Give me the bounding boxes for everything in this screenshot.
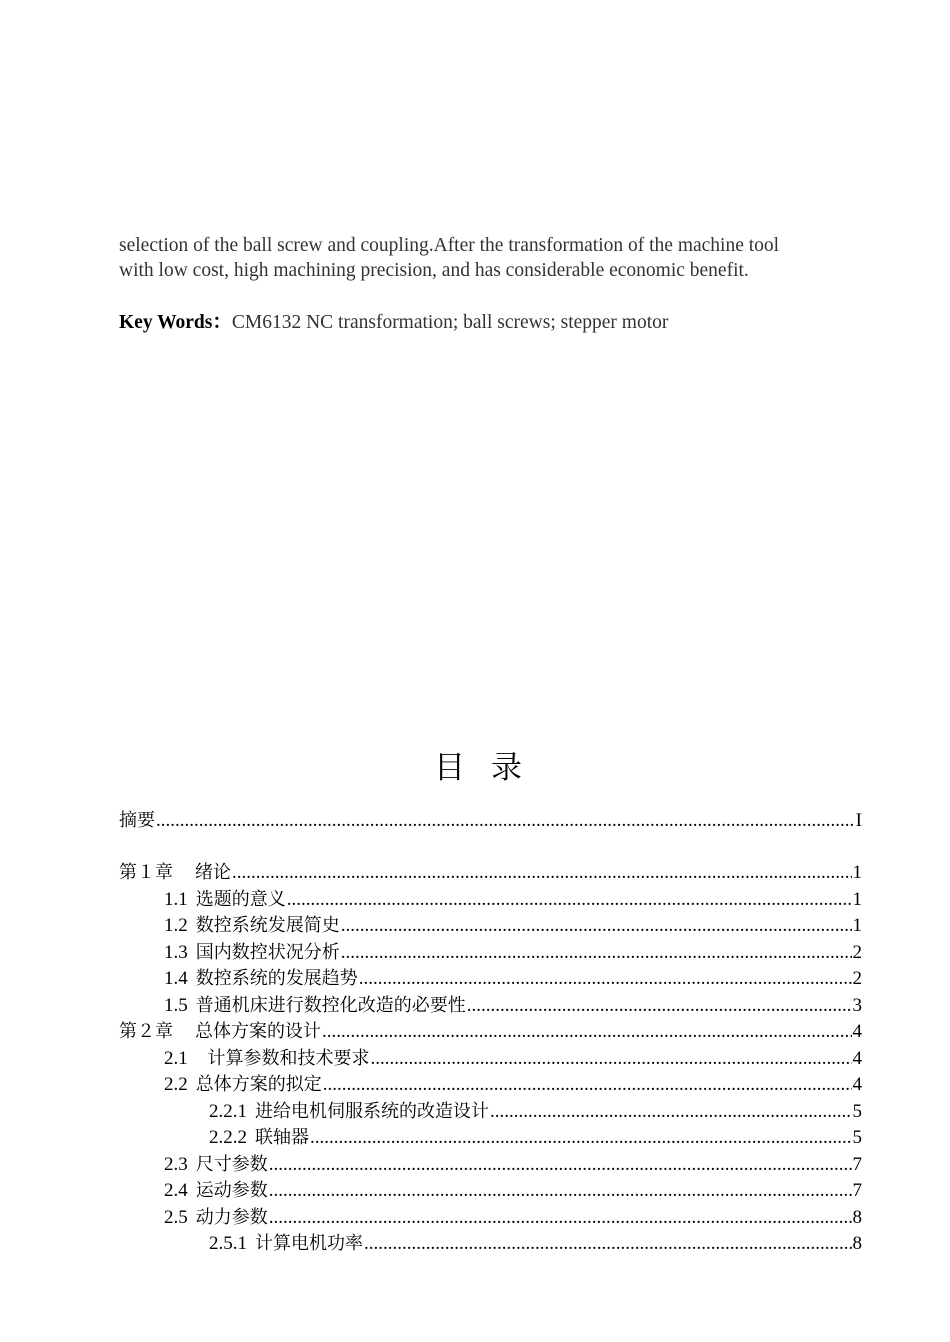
toc-entry-page: 4 — [852, 1047, 862, 1069]
toc-entry[interactable] — [164, 1046, 862, 1072]
toc-entry[interactable] — [164, 887, 862, 913]
toc-entry-number: 2.5.1 — [209, 1233, 247, 1254]
toc-entry-number: 1.1 — [164, 888, 188, 910]
toc-entry-number: 2.5 — [164, 1206, 188, 1228]
keywords-text: CM6132 NC transformation; ball screws; stepper motor — [231, 312, 669, 333]
toc-entry-number: 第１章 — [119, 862, 173, 883]
toc-entry[interactable] — [164, 1178, 862, 1204]
toc-entry-title: 总体方案的拟定 — [195, 1074, 322, 1095]
toc-entry-number: 第２章 — [119, 1021, 173, 1042]
toc-entry-number: 2.2.2 — [209, 1127, 247, 1148]
toc-entry[interactable] — [209, 1231, 862, 1257]
toc-entry[interactable] — [164, 1152, 862, 1178]
toc-entry-title: 运动参数 — [195, 1180, 268, 1201]
toc-entry-page: 8 — [852, 1206, 862, 1228]
toc-entry-title: 绪论 — [195, 862, 231, 883]
toc-entry-title: 数控系统发展简史 — [195, 915, 340, 936]
toc-entry-page: 8 — [852, 1233, 862, 1254]
toc-entry-number: 1.3 — [164, 941, 188, 963]
abstract-text — [119, 233, 864, 283]
toc-entry-page: 5 — [852, 1100, 862, 1122]
toc-leader-dots — [467, 993, 852, 1019]
toc-entry-title: 总体方案的设计 — [195, 1021, 321, 1042]
toc-entry-page: 4 — [852, 1074, 862, 1095]
toc-entry-page: 4 — [852, 1021, 862, 1042]
toc-entry-title: 尺寸参数 — [195, 1153, 268, 1175]
toc-leader-dots — [359, 966, 852, 992]
toc-leader-dots — [269, 1178, 852, 1204]
toc-entry-title: 计算电机功率 — [255, 1233, 363, 1254]
keywords — [119, 310, 864, 335]
toc-entry[interactable] — [164, 940, 862, 966]
abstract-line-2: with low cost, high machining precision, and has considerable economic benefit. — [119, 260, 749, 281]
toc-entry-title: 选题的意义 — [195, 888, 286, 910]
toc-entry-number: 2.4 — [164, 1180, 188, 1201]
toc-entry[interactable] — [164, 1072, 862, 1098]
toc-entry-title: 摘要 — [119, 810, 155, 831]
toc-title: 目录 — [434, 750, 548, 786]
toc-entry-number: 2.3 — [164, 1153, 188, 1175]
toc-entry-page: 1 — [852, 915, 862, 936]
toc-entry-page: 7 — [852, 1180, 862, 1201]
toc-entry-page: 2 — [852, 968, 862, 989]
toc-entry[interactable] — [164, 966, 862, 992]
toc-entry[interactable] — [119, 1019, 862, 1045]
toc-leader-dots — [156, 808, 855, 834]
toc-entry[interactable] — [119, 808, 862, 834]
toc-entry-title: 动力参数 — [195, 1206, 268, 1228]
toc-leader-dots — [323, 1072, 852, 1098]
toc-entry-page: 5 — [852, 1127, 862, 1148]
toc-entry-number: 2.1 — [164, 1047, 188, 1069]
toc-entry[interactable] — [209, 1125, 862, 1151]
toc-leader-dots — [341, 940, 852, 966]
toc-leader-dots — [287, 887, 852, 913]
toc-entry[interactable] — [164, 993, 862, 1019]
toc-leader-dots — [364, 1231, 852, 1257]
toc-entry[interactable] — [119, 860, 862, 886]
toc-entry-title: 进给电机伺服系统的改造设计 — [255, 1100, 489, 1122]
toc-entry-number: 1.4 — [164, 968, 188, 989]
toc-entry-page: 1 — [852, 888, 862, 910]
toc-entry-title: 联轴器 — [255, 1127, 309, 1148]
toc-entry-number: 1.2 — [164, 915, 188, 936]
toc-entry-title: 数控系统的发展趋势 — [195, 968, 358, 989]
toc-entry-page: I — [855, 810, 862, 831]
toc-leader-dots — [341, 913, 852, 939]
toc-entry[interactable] — [164, 1205, 862, 1231]
toc-entry-number: 2.2.1 — [209, 1100, 247, 1122]
toc-leader-dots — [370, 1046, 851, 1072]
abstract-line-1: selection of the ball screw and coupling.After the transformation of the machine tool — [119, 235, 780, 256]
toc-entry-page: 2 — [852, 941, 862, 963]
toc-leader-dots — [269, 1205, 852, 1231]
toc-entry-title: 国内数控状况分析 — [195, 941, 340, 963]
toc-leader-dots — [310, 1125, 852, 1151]
toc-entry[interactable] — [209, 1099, 862, 1125]
toc-entry-number: 2.2 — [164, 1074, 188, 1095]
toc-entry[interactable] — [164, 913, 862, 939]
toc-entry-page: 3 — [852, 994, 862, 1016]
keywords-label: Key Words： — [119, 312, 232, 333]
toc-entry-page: 1 — [852, 862, 862, 883]
toc-entry-number: 1.5 — [164, 994, 188, 1016]
toc-leader-dots — [232, 860, 852, 886]
toc-leader-dots — [322, 1019, 852, 1045]
toc-leader-dots — [490, 1099, 852, 1125]
toc-entry-title: 计算参数和技术要求 — [201, 1047, 370, 1069]
toc-leader-dots — [269, 1152, 852, 1178]
toc-entry-page: 7 — [852, 1153, 862, 1175]
toc-entry-title: 普通机床进行数控化改造的必要性 — [195, 994, 466, 1016]
